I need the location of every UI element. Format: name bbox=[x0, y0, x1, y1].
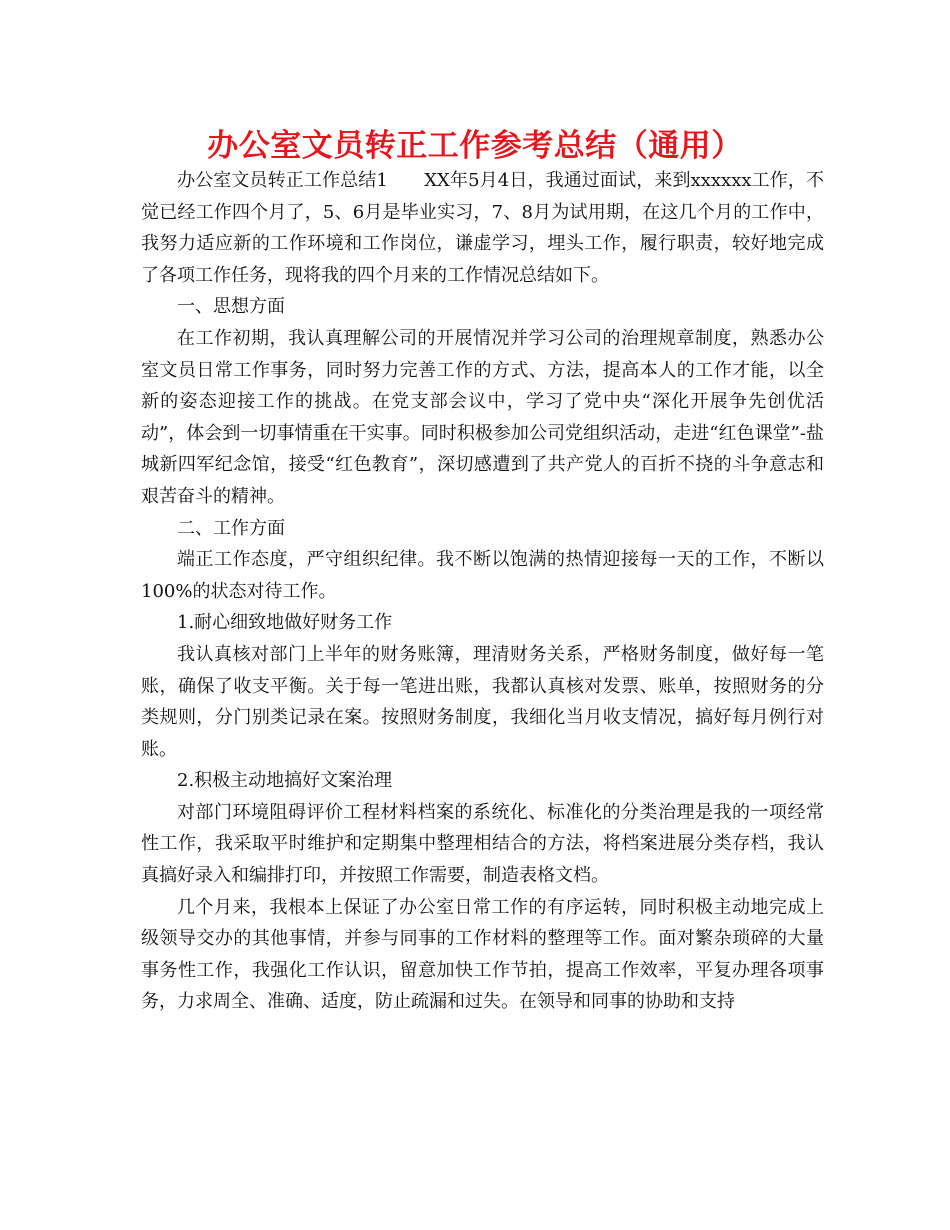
paragraph-summary: 几个月来，我根本上保证了办公室日常工作的有序运转，同时积极主动地完成上级领导交办的其他事情，并参与同事的工作材料的整理等工作。面对繁杂琐碎的大量事务性工作，我强化工作认识，留意加快工作节拍，提高工作效率，平复办理各项事务，力求周全、准确、适度，防止疏漏和过失。在领导和同事的协助和支持 bbox=[141, 896, 824, 1013]
section-heading-work: 二、工作方面 bbox=[177, 517, 285, 539]
document-body bbox=[141, 165, 824, 1018]
paragraph-intro: 办公室文员转正工作总结1 XX年5月4日，我通过面试，来到xxxxxx工作，不觉已经工作四个月了，5、6月是毕业实习，7、8月为试用期，在这几个月的工作中，我努力适应新的工作环境和工作岗位，谦虚学习，埋头工作，履行职责，较好地完成了各项工作任务，现将我的四个月来的工作情况总结如下。 bbox=[141, 170, 824, 286]
paragraph-finance: 我认真核对部门上半年的财务账簿，理清财务关系，严格财务制度，做好每一笔账，确保了收支平衡。关于每一笔进出账，我都认真核对发票、账单，按照财务的分类规则，分门别类记录在案。按照财务制度，我细化当月收支情况，搞好每月例行对账。 bbox=[141, 643, 824, 760]
document-title: 办公室文员转正工作参考总结（通用） bbox=[207, 128, 743, 164]
section-heading-thought: 一、思想方面 bbox=[177, 296, 285, 318]
subheading-finance: 1.耐心细致地做好财务工作 bbox=[177, 612, 393, 634]
subheading-documents: 2.积极主动地搞好文案治理 bbox=[177, 770, 393, 792]
paragraph-documents: 对部门环境阻碍评价工程材料档案的系统化、标准化的分类治理是我的一项经常性工作，我采取平时维护和定期集中整理相结合的方法，将档案进展分类存档，我认真搞好录入和编排打印，并按照工作需要，制造表格文档。 bbox=[141, 801, 824, 887]
paragraph-thought: 在工作初期，我认真理解公司的开展情况并学习公司的治理规章制度，熟悉办公室文员日常工作事务，同时努力完善工作的方式、方法，提高本人的工作才能，以全新的姿态迎接工作的挑战。在党支部会议中，学习了党中央“深化开展争先创优活动”，体会到一切事情重在干实事。同时积极参加公司党组织活动，走进“红色课堂”-盐城新四军纪念馆，接受“红色教育”，深切感遭到了共产党人的百折不挠的斗争意志和艰苦奋斗的精神。 bbox=[141, 327, 824, 507]
paragraph-work-attitude: 端正工作态度，严守组织纪律。我不断以饱满的热情迎接每一天的工作，不断以100%的状态对待工作。 bbox=[141, 549, 824, 602]
